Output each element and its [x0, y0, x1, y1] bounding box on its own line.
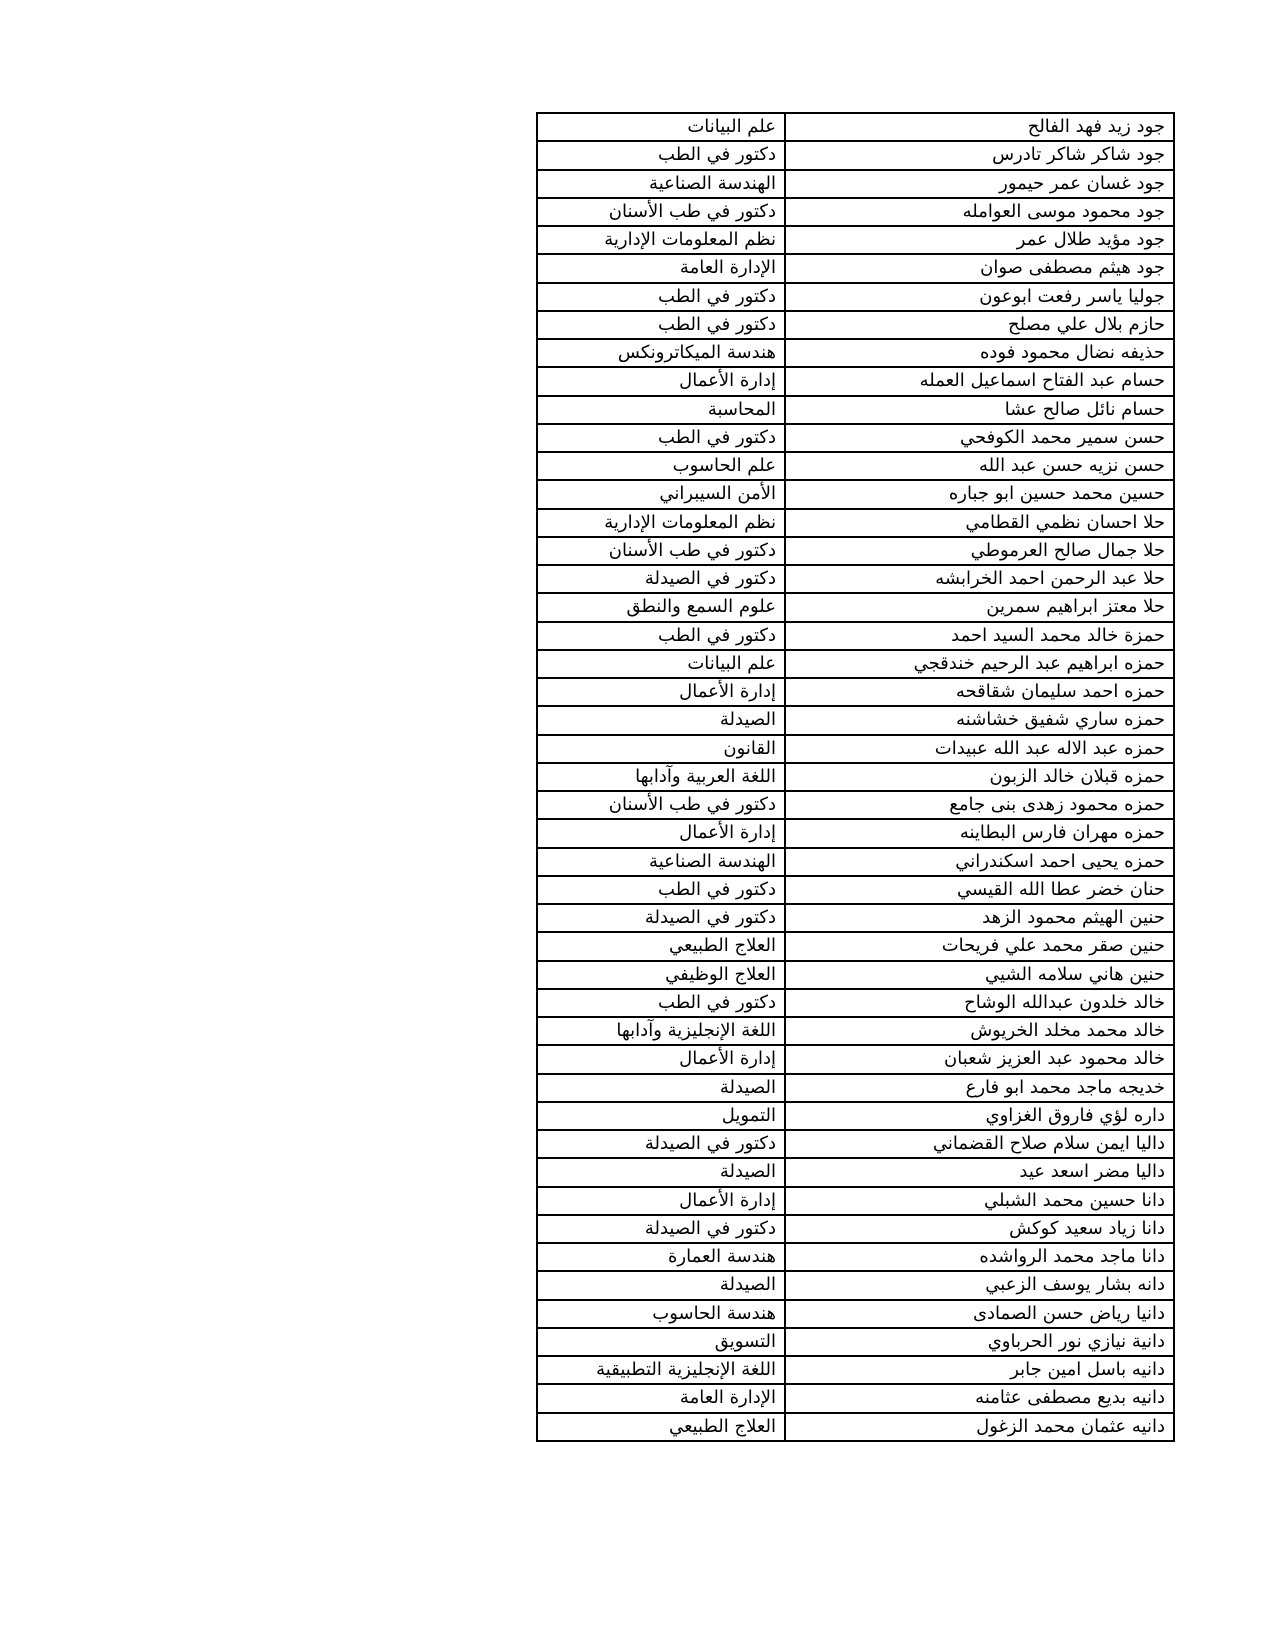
major-cell: المحاسبة: [537, 396, 785, 424]
student-name-cell: داره لؤي فاروق الغزاوي: [785, 1102, 1174, 1130]
student-table: [536, 112, 1175, 1442]
table-row: [537, 904, 1174, 932]
student-name-cell: حسين محمد حسين ابو جباره: [785, 480, 1174, 508]
student-name-cell: دانيا رياض حسن الصمادى: [785, 1300, 1174, 1328]
table-row: [537, 1187, 1174, 1215]
student-name-cell: حازم بلال علي مصلح: [785, 311, 1174, 339]
major-cell: دكتور في الطب: [537, 311, 785, 339]
major-cell: اللغة الإنجليزية وآدابها: [537, 1017, 785, 1045]
student-name-cell: حلا احسان نظمي القطامي: [785, 509, 1174, 537]
major-cell: العلاج الطبيعي: [537, 1413, 785, 1441]
table-row: [537, 537, 1174, 565]
major-cell: إدارة الأعمال: [537, 367, 785, 395]
major-cell: علم الحاسوب: [537, 452, 785, 480]
major-cell: التسويق: [537, 1328, 785, 1356]
student-name-cell: خالد خلدون عبدالله الوشاح: [785, 989, 1174, 1017]
table-row: [537, 1215, 1174, 1243]
student-name-cell: حلا معتز ابراهيم سمرين: [785, 593, 1174, 621]
student-name-cell: حمزه محمود زهدى بنى جامع: [785, 791, 1174, 819]
major-cell: نظم المعلومات الإدارية: [537, 509, 785, 537]
major-cell: الصيدلة: [537, 1074, 785, 1102]
student-name-cell: حمزه عبد الاله عبد الله عبيدات: [785, 735, 1174, 763]
student-name-cell: حلا جمال صالح العرموطي: [785, 537, 1174, 565]
major-cell: الصيدلة: [537, 1271, 785, 1299]
table-row: [537, 1102, 1174, 1130]
student-name-cell: جود زيد فهد الفالح: [785, 113, 1174, 141]
major-cell: إدارة الأعمال: [537, 819, 785, 847]
major-cell: العلاج الوظيفي: [537, 961, 785, 989]
student-name-cell: حنين هاني سلامه الشيي: [785, 961, 1174, 989]
major-cell: اللغة الإنجليزية التطبيقية: [537, 1356, 785, 1384]
student-name-cell: خالد محمد مخلد الخريوش: [785, 1017, 1174, 1045]
table-row: [537, 1328, 1174, 1356]
table-row: [537, 396, 1174, 424]
student-name-cell: حلا عبد الرحمن احمد الخرابشه: [785, 565, 1174, 593]
major-cell: العلاج الطبيعي: [537, 932, 785, 960]
student-name-cell: حسام نائل صالح عشا: [785, 396, 1174, 424]
major-cell: هندسة الميكاترونكس: [537, 339, 785, 367]
table-row: [537, 1158, 1174, 1186]
table-row: [537, 452, 1174, 480]
table-row: [537, 367, 1174, 395]
student-name-cell: حمزه مهران فارس البطاينه: [785, 819, 1174, 847]
major-cell: دكتور في الطب: [537, 989, 785, 1017]
table-row: [537, 1300, 1174, 1328]
major-cell: الصيدلة: [537, 706, 785, 734]
table-row: [537, 735, 1174, 763]
table-row: [537, 339, 1174, 367]
student-name-cell: دانيه عثمان محمد الزغول: [785, 1413, 1174, 1441]
major-cell: دكتور في الطب: [537, 141, 785, 169]
student-name-cell: داليا مضر اسعد عيد: [785, 1158, 1174, 1186]
student-name-cell: خالد محمود عبد العزيز شعبان: [785, 1045, 1174, 1073]
student-name-cell: حسن نزيه حسن عبد الله: [785, 452, 1174, 480]
major-cell: الهندسة الصناعية: [537, 170, 785, 198]
table-row: [537, 1271, 1174, 1299]
student-name-cell: حسام عبد الفتاح اسماعيل العمله: [785, 367, 1174, 395]
major-cell: دكتور في طب الأسنان: [537, 537, 785, 565]
major-cell: التمويل: [537, 1102, 785, 1130]
major-cell: دكتور في الطب: [537, 283, 785, 311]
table-row: [537, 1130, 1174, 1158]
major-cell: القانون: [537, 735, 785, 763]
student-name-cell: دانيه بديع مصطفى عثامنه: [785, 1384, 1174, 1412]
table-row: [537, 876, 1174, 904]
table-row: [537, 254, 1174, 282]
table-row: [537, 706, 1174, 734]
major-cell: الإدارة العامة: [537, 1384, 785, 1412]
major-cell: دكتور في الطب: [537, 876, 785, 904]
student-name-cell: حمزه يحيى احمد اسكندراني: [785, 848, 1174, 876]
table-row: [537, 961, 1174, 989]
major-cell: هندسة العمارة: [537, 1243, 785, 1271]
major-cell: دكتور في الصيدلة: [537, 904, 785, 932]
major-cell: دكتور في الطب: [537, 622, 785, 650]
student-name-cell: حذيفه نضال محمود فوده: [785, 339, 1174, 367]
student-name-cell: دانا حسين محمد الشبلي: [785, 1187, 1174, 1215]
student-name-cell: حمزه قبلان خالد الزبون: [785, 763, 1174, 791]
table-row: [537, 283, 1174, 311]
table-row: [537, 650, 1174, 678]
table-row: [537, 932, 1174, 960]
student-name-cell: دانه بشار يوسف الزعبي: [785, 1271, 1174, 1299]
major-cell: إدارة الأعمال: [537, 1187, 785, 1215]
student-name-cell: حمزه احمد سليمان شقاقحه: [785, 678, 1174, 706]
table-row: [537, 226, 1174, 254]
table-row: [537, 791, 1174, 819]
student-name-cell: داليا ايمن سلام صلاح القضماني: [785, 1130, 1174, 1158]
table-row: [537, 1413, 1174, 1441]
student-name-cell: حمزة خالد محمد السيد احمد: [785, 622, 1174, 650]
table-row: [537, 622, 1174, 650]
table-row: [537, 311, 1174, 339]
major-cell: هندسة الحاسوب: [537, 1300, 785, 1328]
major-cell: دكتور في الطب: [537, 424, 785, 452]
student-name-cell: دانية نيازي نور الحرباوي: [785, 1328, 1174, 1356]
major-cell: دكتور في طب الأسنان: [537, 791, 785, 819]
table-row: [537, 1074, 1174, 1102]
table-row: [537, 593, 1174, 621]
table-row: [537, 1243, 1174, 1271]
student-name-cell: جود شاكر شاكر تادرس: [785, 141, 1174, 169]
table-row: [537, 989, 1174, 1017]
table-row: [537, 1356, 1174, 1384]
major-cell: إدارة الأعمال: [537, 678, 785, 706]
major-cell: الإدارة العامة: [537, 254, 785, 282]
student-name-cell: حنان خضر عطا الله القيسي: [785, 876, 1174, 904]
student-name-cell: خديجه ماجد محمد ابو فارع: [785, 1074, 1174, 1102]
student-name-cell: جود غسان عمر حيمور: [785, 170, 1174, 198]
student-name-cell: حمزه ابراهيم عبد الرحيم خندقجي: [785, 650, 1174, 678]
student-name-cell: جود مؤيد طلال عمر: [785, 226, 1174, 254]
major-cell: نظم المعلومات الإدارية: [537, 226, 785, 254]
table-row: [537, 480, 1174, 508]
major-cell: علم البيانات: [537, 113, 785, 141]
table-row: [537, 170, 1174, 198]
major-cell: إدارة الأعمال: [537, 1045, 785, 1073]
major-cell: الهندسة الصناعية: [537, 848, 785, 876]
student-name-cell: جود هيثم مصطفى صوان: [785, 254, 1174, 282]
major-cell: علم البيانات: [537, 650, 785, 678]
table-row: [537, 198, 1174, 226]
table-row: [537, 763, 1174, 791]
major-cell: دكتور في الصيدلة: [537, 565, 785, 593]
table-row: [537, 141, 1174, 169]
table-row: [537, 819, 1174, 847]
table-row: [537, 565, 1174, 593]
table-body: [537, 113, 1174, 1441]
major-cell: الأمن السيبراني: [537, 480, 785, 508]
student-name-cell: دانا ماجد محمد الرواشده: [785, 1243, 1174, 1271]
table-row: [537, 424, 1174, 452]
major-cell: اللغة العربية وآدابها: [537, 763, 785, 791]
table-row: [537, 1017, 1174, 1045]
table-row: [537, 509, 1174, 537]
student-name-cell: دانا زياد سعيد كوكش: [785, 1215, 1174, 1243]
major-cell: دكتور في الصيدلة: [537, 1130, 785, 1158]
table-row: [537, 1384, 1174, 1412]
table-row: [537, 848, 1174, 876]
major-cell: علوم السمع والنطق: [537, 593, 785, 621]
student-name-cell: جود محمود موسى العوامله: [785, 198, 1174, 226]
major-cell: دكتور في الصيدلة: [537, 1215, 785, 1243]
table-row: [537, 1045, 1174, 1073]
student-name-cell: دانيه باسل امين جابر: [785, 1356, 1174, 1384]
table-row: [537, 678, 1174, 706]
major-cell: الصيدلة: [537, 1158, 785, 1186]
student-name-cell: جوليا ياسر رفعت ابوعون: [785, 283, 1174, 311]
student-name-cell: حنين صقر محمد علي فريحات: [785, 932, 1174, 960]
student-name-cell: حسن سمير محمد الكوفحي: [785, 424, 1174, 452]
student-name-cell: حمزه ساري شفيق خشاشنه: [785, 706, 1174, 734]
major-cell: دكتور في طب الأسنان: [537, 198, 785, 226]
table-row: [537, 113, 1174, 141]
student-name-cell: حنين الهيثم محمود الزهد: [785, 904, 1174, 932]
